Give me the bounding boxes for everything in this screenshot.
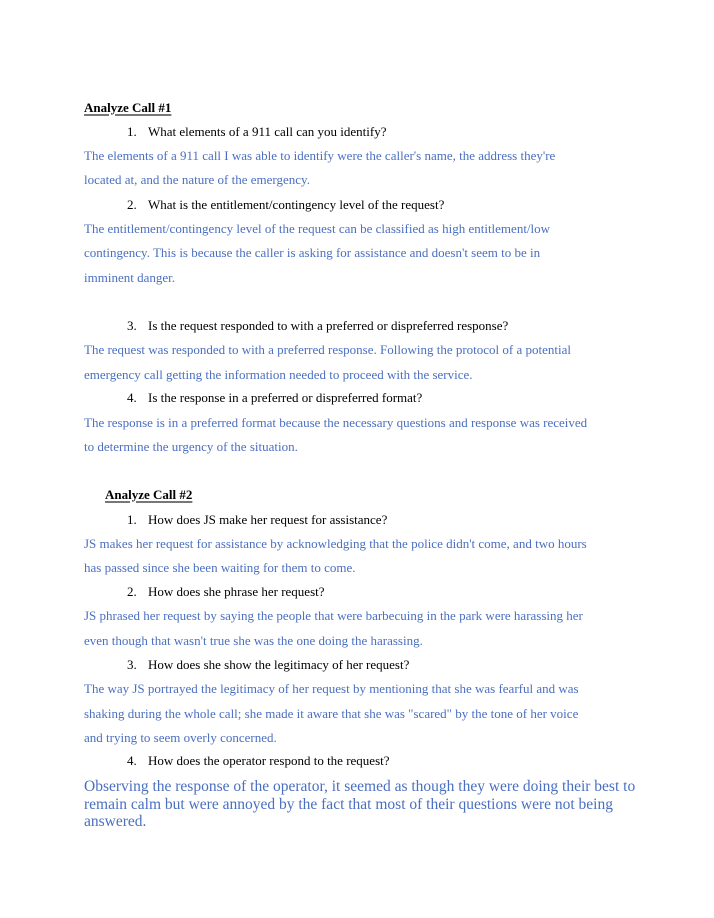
call2-answer-3-line-2: shaking during the whole call; she made it aware that she was "scared" by the tone of her voice: [84, 706, 579, 721]
call1-answer-2-line-1: The entitlement/contingency level of the request can be classified as high entitlement/low: [84, 221, 551, 236]
question-number: 3.: [127, 657, 137, 672]
call2-answer-4: Observing the response of the operator, it seemed as though they were doing their best to remain calm but were annoyed by the fact that most of their questions were not being answered.: [84, 778, 636, 830]
question-number: 3.: [127, 318, 137, 333]
question-text: How does JS make her request for assistance?: [148, 512, 388, 527]
call2-answer-1-line-2: has passed since she been waiting for them to come.: [84, 560, 356, 575]
call1-question-4: [127, 390, 422, 406]
heading-call-1: Analyze Call #1: [84, 100, 172, 115]
question-text: What is the entitlement/contingency level of the request?: [148, 197, 445, 212]
call1-question-1: [127, 124, 386, 140]
question-number: 2.: [127, 584, 137, 599]
question-text: How does the operator respond to the request?: [148, 753, 390, 768]
question-number: 2.: [127, 197, 137, 212]
call2-answer-2-line-1: JS phrased her request by saying the people that were barbecuing in the park were harassing her: [84, 608, 583, 623]
call1-answer-4-line-2: to determine the urgency of the situation.: [84, 439, 298, 454]
question-text: What elements of a 911 call can you identify?: [148, 124, 387, 139]
question-text: How does she show the legitimacy of her request?: [148, 657, 410, 672]
call2-answer-3-line-3: and trying to seem overly concerned.: [84, 730, 277, 745]
call1-question-3: [127, 318, 508, 334]
call1-answer-3-line-1: The request was responded to with a preferred response. Following the protocol of a potential: [84, 342, 571, 357]
heading-call-2: Analyze Call #2: [105, 487, 193, 502]
call1-answer-1-line-1: The elements of a 911 call I was able to identify were the caller's name, the address they're: [84, 148, 556, 163]
call2-question-1: [127, 512, 387, 528]
call1-answer-2-line-3: imminent danger.: [84, 270, 175, 285]
call1-answer-4-line-1: The response is in a preferred format because the necessary questions and response was received: [84, 415, 588, 430]
question-number: 1.: [127, 512, 137, 527]
question-text: How does she phrase her request?: [148, 584, 325, 599]
question-number: 4.: [127, 753, 137, 768]
call2-question-2: [127, 584, 325, 600]
call2-answer-2-line-2: even though that wasn't true she was the one doing the harassing.: [84, 633, 423, 648]
call1-answer-2-line-2: contingency. This is because the caller is asking for assistance and doesn't seem to be in: [84, 245, 541, 260]
call2-question-3: [127, 657, 409, 673]
question-number: 1.: [127, 124, 137, 139]
call2-answer-1-line-1: JS makes her request for assistance by acknowledging that the police didn't come, and two hours: [84, 536, 587, 551]
question-text: Is the response in a preferred or dispreferred format?: [148, 390, 423, 405]
call1-question-2: [127, 197, 444, 213]
call2-answer-3-line-1: The way JS portrayed the legitimacy of her request by mentioning that she was fearful and was: [84, 681, 579, 696]
question-number: 4.: [127, 390, 137, 405]
call1-answer-3-line-2: emergency call getting the information needed to proceed with the service.: [84, 367, 473, 382]
call2-question-4: [127, 753, 390, 769]
question-text: Is the request responded to with a preferred or dispreferred response?: [148, 318, 509, 333]
call1-answer-1-line-2: located at, and the nature of the emergency.: [84, 172, 310, 187]
